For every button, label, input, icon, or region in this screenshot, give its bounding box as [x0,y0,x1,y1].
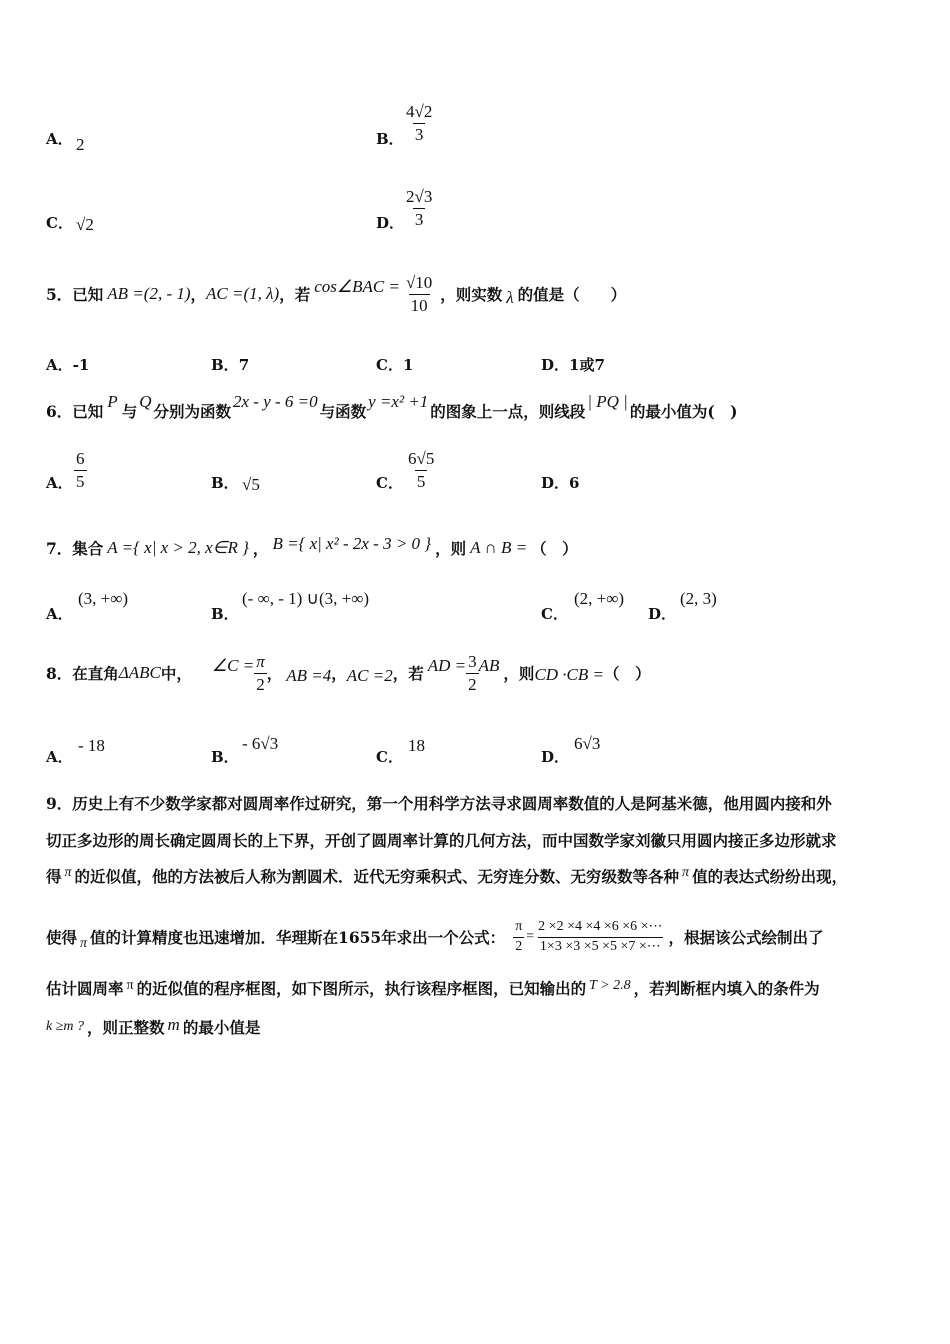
q5-vector-ac: AC =(1, λ) [206,284,280,303]
q8-dot-product: CD ·CB = [534,665,604,684]
q7-intersection: A ∩ B = [470,538,528,557]
q7-suffix2: （ ） [531,539,578,558]
q6-mid3: 的图象上一点，则线段 [430,402,586,421]
q5-suffix1: ，则实数 [440,285,503,304]
q9-line-5c: ，若判断框内填入的条件为 [633,979,820,998]
q8-triangle: ΔABC [118,663,161,682]
q9-k-condition: k ≥m ? [46,1019,85,1034]
q8-option-c-label: C． [376,748,403,766]
q9-pi-3: π [80,936,88,951]
q6-option-c-fraction [406,450,436,491]
q6-prefix: 6．已知 [46,402,104,421]
q9-line-4a: 使得 [46,928,78,947]
q6-function1: 2x - y - 6 =0 [233,392,318,411]
q8-angle-den: 2 [256,674,265,694]
q5-option-d-label: D． [541,356,570,374]
q9-wallis-num: 2 ×2 ×4 ×4 ×6 ×6 ×⋯ [538,918,663,934]
q5-option-b [211,354,249,375]
q4-option-c-value: √2 [76,215,94,234]
q8-ac: AC =2 [346,666,393,685]
q7-sep: ， [252,539,269,558]
q8-ad: AD = [427,656,467,675]
q6-point-p: P [107,392,118,411]
q9-wallis-den: 1×3 ×3 ×5 ×5 ×7 ×⋯ [539,938,661,954]
q6-option-c-num: 6√5 [408,449,435,468]
q7-option-d-value: (2, 3) [680,589,717,608]
q5-option-c [376,354,413,375]
q7-option-b-value: (- ∞, - 1) ∪(3, +∞) [242,589,369,608]
q6-option-a-num: 6 [76,449,85,468]
q4-option-a-label: A． [46,130,73,148]
q7-option-c-label: C． [541,605,568,623]
q5-sep1: ， [190,285,207,304]
q5-option-d-value: 1或7 [569,356,605,374]
q6-option-d-label: D． [541,474,570,492]
q8-option-d-value: 6√3 [574,734,601,753]
q5-option-c-label: C． [376,356,403,374]
q8-zhong: 中， [160,664,192,683]
q8-ad-tail: AB [478,656,500,675]
q8-ab: AB =4 [286,666,332,685]
q6-option-d [541,472,579,493]
q5-cos-num: √10 [405,272,433,292]
q6-option-a-fraction [74,450,87,491]
q9-line-6a: ，则正整数 [87,1018,165,1037]
q5-cos-den: 10 [410,295,428,315]
q5-option-a [46,354,89,375]
q9-line-4b: 值的计算精度也迅速增加．华理斯在1655年求出一个公式： [90,928,506,947]
q7-set-a: A ={ x| x > 2, x∈R } [107,538,249,557]
q9-line-4c: ，根据该公式绘制出了 [668,928,824,947]
q4-option-d-fraction [404,188,434,229]
q9-wallis-left-num: π [515,918,523,934]
q7-suffix1: ，则 [435,539,467,558]
q6-option-b-value: √5 [242,475,260,494]
q7-option-d-label: D． [648,605,677,623]
q5-stem [46,270,626,318]
q9-pi-4: π [126,978,134,993]
q4-option-c-label: C． [46,214,73,232]
q9-line-2: 切正多边形的周长确定圆周长的上下界，开创了圆周率计算的几何方法，而中国数学家刘徽只用圆内接正多边形就求 [46,831,837,850]
q8-sep2: ， [331,664,347,683]
q7-stem [46,530,578,566]
q9-line-3c: 值的表达式纷纷出现， [692,867,848,886]
q8-sep1: ， [266,664,283,683]
q8-stem [46,650,651,696]
q9-pi-2: π [682,865,690,880]
q6-suffix: 的最小值为( ) [629,402,738,421]
q5-option-a-label: A． [46,356,73,374]
q8-suffix1: ，则 [503,664,535,683]
q5-cos: cos∠BAC = [314,277,400,296]
q8-prefix: 8．在直角 [46,664,119,683]
q6-function2: y =x² +1 [368,392,429,411]
q6-stem [46,390,738,422]
q8-angle: ∠C = [211,656,255,675]
q9-line-6 [46,1013,260,1041]
q9-line-3a: 得 [46,867,62,886]
q5-prefix: 5．已知 [46,285,104,304]
q7-option-a-value: (3, +∞) [78,589,129,608]
q9-line-1: 9．历史上有不少数学家都对圆周率作过研究，第一个用科学方法寻求圆周率数值的人是阿基米德，他用圆内接和外 [46,794,832,813]
q6-option-d-value: 6 [569,474,580,492]
q8-suffix2: （ ） [604,664,651,683]
q9-line-3 [46,862,847,890]
q8-option-a-value: - 18 [78,736,105,755]
q8-ruo: ，若 [392,664,424,683]
q7-option-c-value: (2, +∞) [574,589,625,608]
q6-yu: 与 [121,402,138,421]
q9-wallis-eq: = [526,929,535,944]
q9-line-5b: 的近似值的程序框图，如下图所示，执行该程序框图，已知输出的 [136,979,587,998]
q5-ruo: ，若 [279,285,311,304]
q8-option-b-label: B． [211,748,239,766]
q4-option-d-label: D． [376,214,405,232]
q9-t-condition: T > 2.8 [589,978,631,993]
q6-point-q: Q [139,392,152,411]
q5-option-a-value: -1 [72,356,90,374]
q4-option-b-num: 4√2 [406,102,433,121]
q4-option-d-num: 2√3 [406,187,433,206]
q4-option-b-fraction [404,103,434,144]
q4-option-a-value: 2 [76,135,85,154]
q4-option-b-den: 3 [414,124,424,144]
q5-lambda: λ [506,288,514,307]
q9-m: m [167,1015,180,1034]
q4-option-b-label: B． [376,130,404,148]
q9-line-5 [46,974,820,1002]
q5-option-b-value: 7 [238,356,250,374]
q8-option-a-label: A． [46,748,73,766]
q6-option-a-den: 5 [76,471,85,491]
q6-option-a-label: A． [46,474,73,492]
q8-ad-den: 2 [468,674,477,694]
q4-option-d-den: 3 [414,209,424,229]
q5-option-b-label: B． [211,356,239,374]
q5-vector-ab: AB =(2, - 1) [107,284,191,303]
q8-angle-num: π [256,651,265,671]
q9-line-4 [46,914,824,960]
q9-line-6b: 的最小值是 [182,1018,261,1037]
q9-line-5a: 估计圆周率 [46,979,124,998]
q8-ad-num: 3 [468,651,477,671]
q6-option-c-label: C． [376,474,403,492]
q6-option-b-label: B． [211,474,239,492]
q9-wallis-left-den: 2 [515,938,523,954]
q7-set-b: B ={ x| x² - 2x - 3 > 0 } [272,534,432,553]
q5-suffix2: 的值是（ ） [517,285,627,304]
q6-option-c-den: 5 [416,471,426,491]
q6-mid2: 与函数 [319,402,367,421]
q7-option-a-label: A． [46,605,73,623]
q6-segment-pq: | PQ | [587,392,628,411]
q5-option-d [541,354,605,375]
q6-mid1: 分别为函数 [153,402,231,421]
q8-option-b-value: - 6√3 [242,734,279,753]
q7-prefix: 7．集合 [46,539,104,558]
q9-line-3b: 的近似值，他的方法被后人称为割圆术．近代无穷乘积式、无穷连分数、无穷级数等各种 [74,867,680,886]
q9-pi-1: π [64,865,72,880]
q5-option-c-value: 1 [402,356,414,374]
q8-option-c-value: 18 [408,736,425,755]
q8-option-d-label: D． [541,748,570,766]
q7-option-b-label: B． [211,605,239,623]
